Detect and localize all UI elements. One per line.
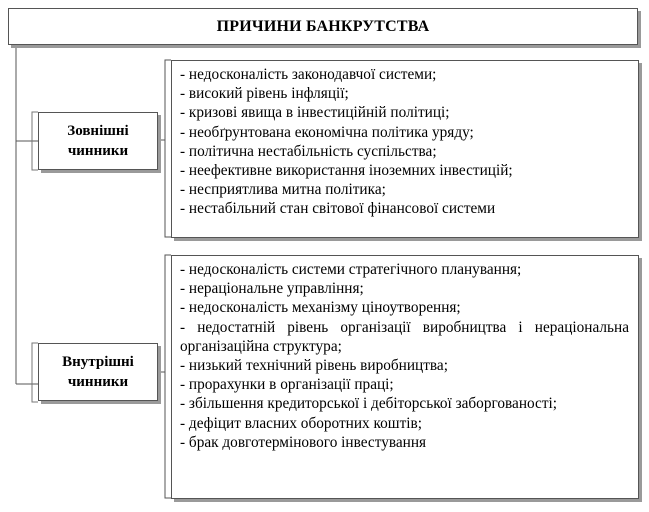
list-item: - несприятлива митна політика;: [180, 181, 386, 199]
list-item: - неефективне використання іноземних інвестицій;: [180, 162, 513, 180]
list-item: - недосконалість механізму ціноутворення;: [180, 299, 461, 317]
internal-factors-box: [38, 343, 158, 401]
list-item: - дефіцит власних оборотних коштів;: [180, 414, 422, 432]
external-factors-list: [171, 60, 639, 238]
internal-factors-label-line1: Внутрішні: [62, 354, 134, 370]
list-item: - брак довготермінового інвестування: [180, 433, 427, 451]
list-item: - високий рівень інфляції;: [180, 85, 349, 103]
external-factors-label-line2: чинники: [67, 143, 129, 159]
list-item: - прорахунки в організації праці;: [180, 376, 394, 394]
diagram-title: [8, 8, 638, 45]
diagram-title-text: ПРИЧИНИ БАНКРУТСТВА: [216, 17, 430, 35]
list-item: - низький технічний рівень виробництва;: [180, 357, 448, 375]
list-item: - недосконалість системи стратегічного планування;: [180, 261, 522, 278]
internal-factors-list: [171, 255, 639, 499]
list-item: - нераціональне управління;: [180, 280, 364, 298]
list-item: - збільшення кредиторської і дебіторської заборгованості;: [180, 395, 558, 413]
list-item: - політична нестабільність суспільства;: [180, 142, 437, 160]
internal-factors-label-line2: чинники: [67, 374, 129, 390]
external-factors-box: [38, 112, 158, 170]
list-item: - необґрунтована економічна політика уряду;: [180, 123, 474, 141]
external-factors-label-line1: Зовнішні: [67, 123, 129, 139]
list-item: - недостатній рівень організації виробництва і нераціональна організаційна структура;: [180, 318, 629, 355]
list-item: - нестабільний стан світової фінансової системи: [180, 200, 496, 218]
list-item: - недосконалість законодавчої системи;: [180, 66, 437, 83]
list-item: - кризові явища в інвестиційній політиці;: [180, 104, 450, 122]
